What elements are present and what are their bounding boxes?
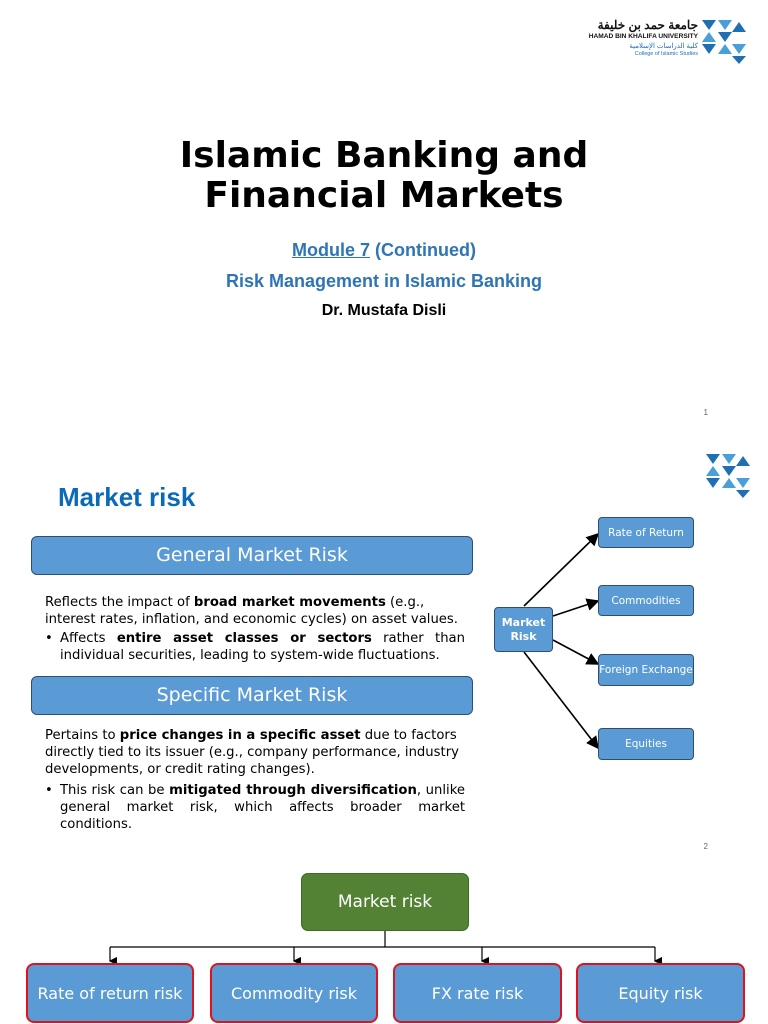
bold-text-run: price changes in a specific asset xyxy=(119,728,361,743)
logo-english-name: HAMAD BIN KHALIFA UNIVERSITY xyxy=(588,33,698,40)
logo-arabic-college: كلية الدراسات الإسلامية xyxy=(629,43,698,50)
title-line-1: Islamic Banking and xyxy=(179,135,589,176)
tree-root-market-risk: Market risk xyxy=(301,873,469,931)
text-run: Affects xyxy=(60,631,117,646)
module-suffix: (Continued) xyxy=(370,240,476,260)
tree-leaf-equity-risk: Equity risk xyxy=(576,963,745,1023)
module-heading xyxy=(0,240,768,261)
diagram-center-market-risk: Market Risk xyxy=(494,607,553,652)
arrow-to-rate-of-return xyxy=(524,534,598,606)
logo-english-college: College of Islamic Studies xyxy=(634,51,698,57)
slide-title: Market risk xyxy=(58,482,196,512)
text-run: due to factors directly tied to its issuer (e.g., company performance, industry developments, or credit rating changes). xyxy=(45,728,459,777)
market-risk-tree-slide xyxy=(0,855,768,1024)
diagram-node-foreign-exchange: Foreign Exchange xyxy=(598,654,694,686)
title-line-2: Financial Markets xyxy=(204,175,564,216)
bold-text-run: entire asset classes or sectors xyxy=(116,631,372,646)
text-run: Pertains to xyxy=(45,728,120,743)
diagram-node-equities: Equities xyxy=(598,728,694,760)
market-risk-slide xyxy=(0,430,768,855)
arrow-to-foreign-exchange xyxy=(553,640,598,664)
text-run: This risk can be xyxy=(60,783,170,798)
logo-arabic-name: جامعة حمد بن خليفة xyxy=(597,18,698,32)
bold-text-run: mitigated through diversification xyxy=(169,783,417,798)
general-market-risk-banner: General Market Risk xyxy=(31,536,473,575)
arrow-to-equities xyxy=(524,652,598,748)
text-run: (e.g., interest rates, inflation, and economic cycles) on asset values. xyxy=(45,595,458,627)
presentation-title xyxy=(0,136,768,216)
text-run: , unlike general market risk, which affects broader market conditions. xyxy=(60,783,465,832)
title-slide xyxy=(0,0,768,430)
tree-leaf-commodity-risk: Commodity risk xyxy=(210,963,378,1023)
author-name: Dr. Mustafa Disli xyxy=(321,302,447,319)
university-logo-icon xyxy=(702,18,746,64)
text-run: Reflects the impact of xyxy=(45,595,194,610)
tree-leaf-rate-of-return-risk: Rate of return risk xyxy=(26,963,194,1023)
bold-text-run: broad market movements xyxy=(193,595,386,610)
slide-number: 2 xyxy=(703,842,708,851)
slide-number: 1 xyxy=(703,408,708,417)
specific-market-risk-banner: Specific Market Risk xyxy=(31,676,473,715)
text-run: rather than individual securities, leading to system-wide fluctuations. xyxy=(60,631,465,663)
presentation-subtitle: Risk Management in Islamic Banking xyxy=(225,271,543,291)
university-logo-text xyxy=(540,18,698,57)
module-link[interactable]: Module 7 xyxy=(292,240,371,260)
diagram-node-commodities: Commodities xyxy=(598,585,694,616)
tree-leaf-fx-rate-risk: FX rate risk xyxy=(393,963,562,1023)
arrow-to-commodities xyxy=(553,601,598,616)
diagram-node-rate-of-return: Rate of Return xyxy=(598,517,694,548)
diagram-arrows xyxy=(0,430,768,855)
